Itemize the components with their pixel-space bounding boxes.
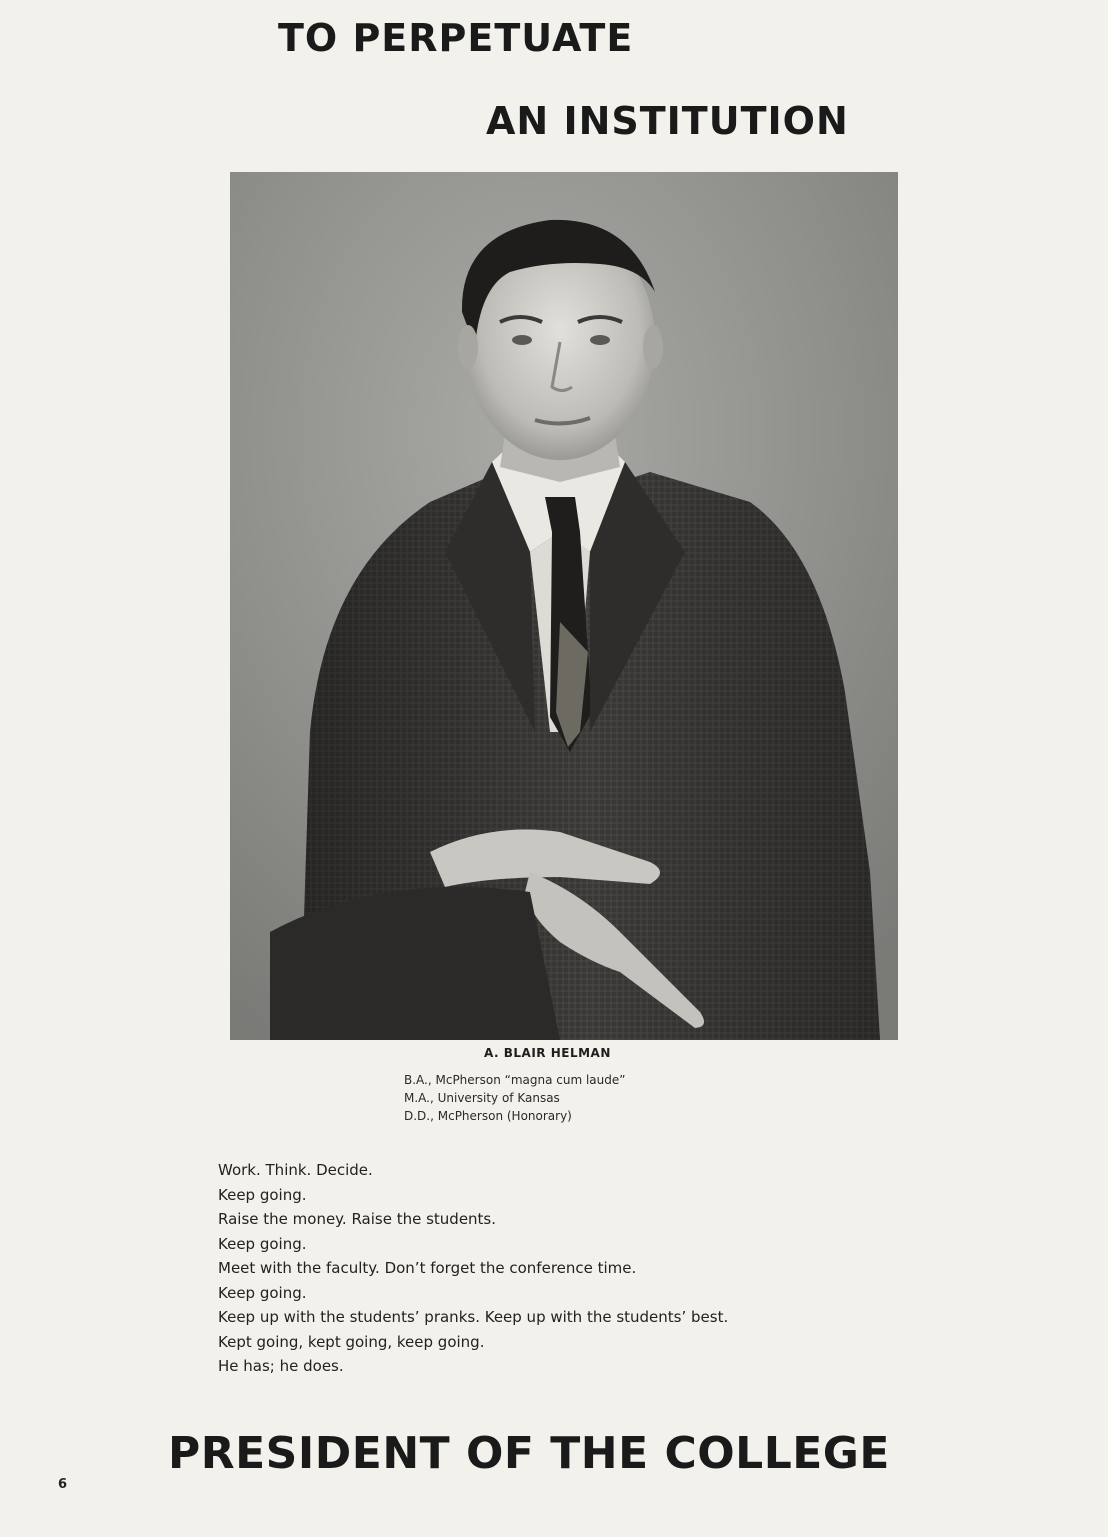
degree-list bbox=[404, 1071, 625, 1125]
poem-line: Keep going. bbox=[218, 1234, 307, 1253]
portrait-photo bbox=[230, 172, 898, 1040]
caption-name: A. BLAIR HELMAN bbox=[484, 1046, 611, 1060]
page-title-line-2: AN INSTITUTION bbox=[486, 99, 849, 143]
poem-line: Kept going, kept going, keep going. bbox=[218, 1332, 485, 1351]
poem-line: Raise the money. Raise the students. bbox=[218, 1210, 497, 1228]
poem-line: Keep going. bbox=[218, 1185, 307, 1204]
degree-item: D.D., McPherson (Honorary) bbox=[404, 1109, 572, 1123]
poem-line: Keep going. bbox=[218, 1283, 307, 1302]
poem bbox=[218, 1158, 728, 1379]
page-number: 6 bbox=[58, 1477, 68, 1492]
page-title-line-1: TO PERPETUATE bbox=[278, 16, 634, 60]
poem-line: Work. Think. Decide. bbox=[218, 1161, 373, 1179]
degree-item: M.A., University of Kansas bbox=[404, 1091, 560, 1105]
section-title: PRESIDENT OF THE COLLEGE bbox=[168, 1428, 890, 1479]
poem-line: Keep up with the students’ pranks. Keep up with the students’ best. bbox=[218, 1308, 729, 1326]
poem-line: He has; he does. bbox=[218, 1357, 344, 1375]
poem-line: Meet with the faculty. Don’t forget the conference time. bbox=[218, 1259, 637, 1277]
degree-item: B.A., McPherson “magna cum laude” bbox=[404, 1073, 626, 1087]
